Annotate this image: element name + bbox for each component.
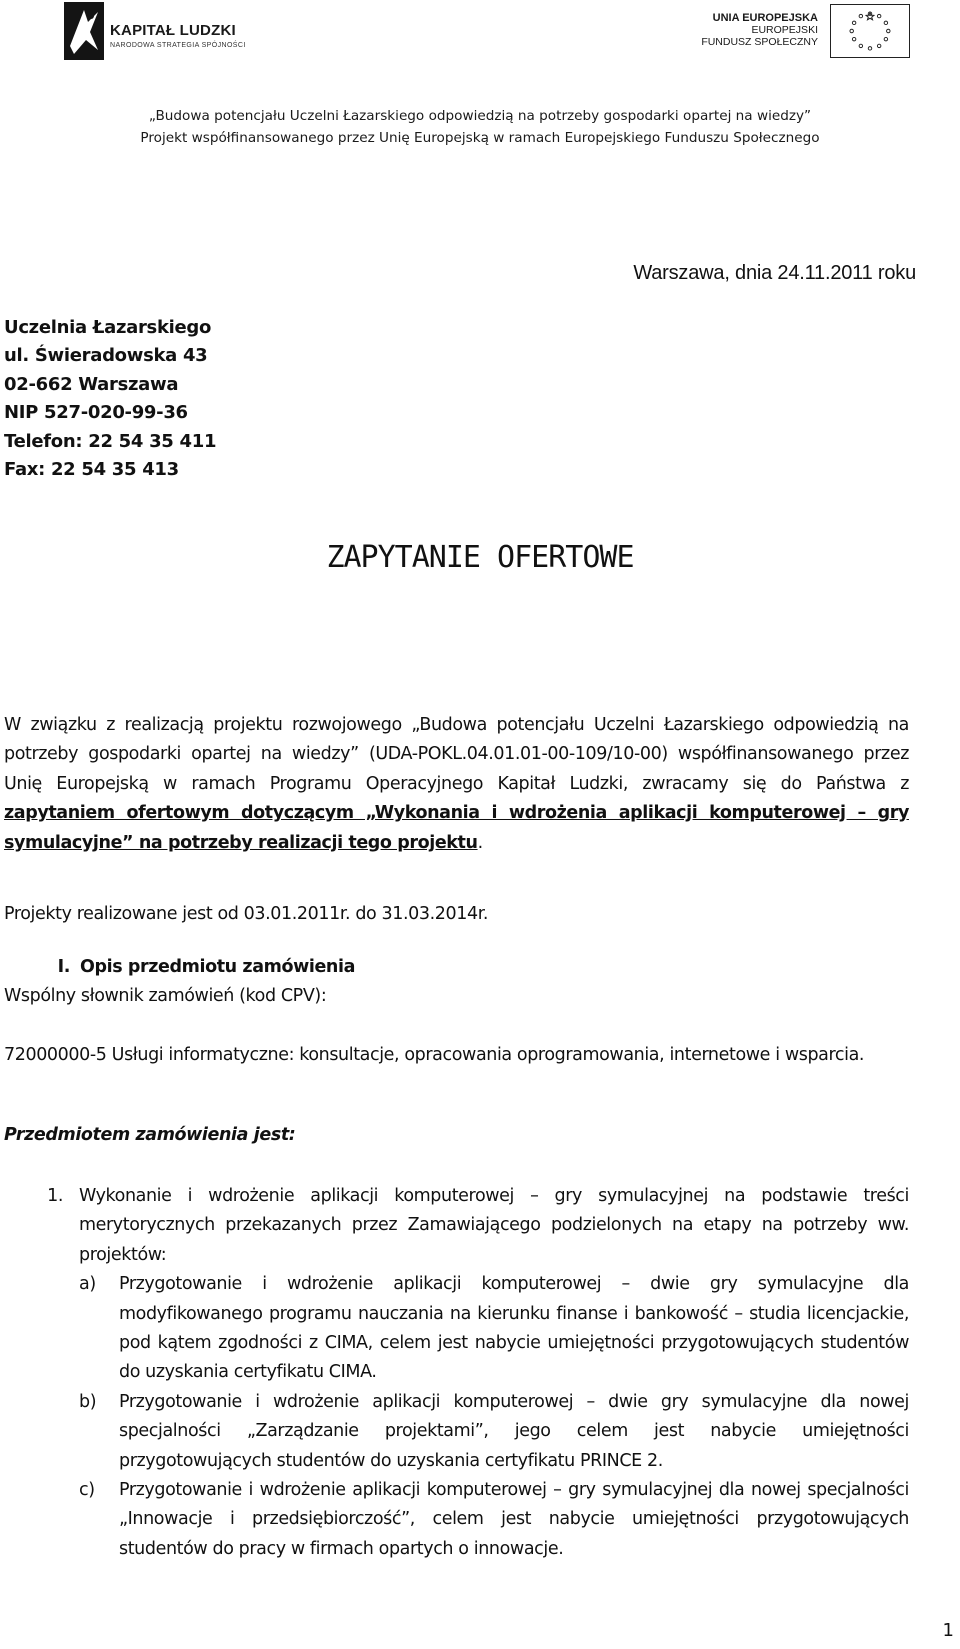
address-street: ul. Świeradowska 43 (4, 345, 208, 367)
document-date: Warszawa, dnia 24.11.2011 roku (633, 262, 916, 284)
intro-emphasis: zapytaniem ofertowym dotyczącym „Wykonania i wdrożenia aplikacji komputerowej – gry symulacyjne” na potrzeby realizacji tego projektu (4, 803, 909, 853)
sub-item-letter: a) (79, 1274, 96, 1295)
kapital-ludzki-subtitle: NARODOWA STRATEGIA SPÓJNOŚCI (110, 42, 246, 49)
sub-item-c (79, 1476, 909, 1564)
intro-paragraph (4, 711, 909, 858)
page-number: 1 (942, 1620, 954, 1641)
document-title: ZAPYTANIE OFERTOWE (326, 540, 634, 575)
eu-logo-text (701, 12, 818, 48)
section-1-number: I. (57, 957, 70, 977)
sub-item-a (79, 1270, 909, 1388)
subject-list (4, 1182, 909, 1564)
section-1-header (4, 953, 909, 1012)
sub-item-letter: c) (79, 1480, 95, 1501)
cpv-label: Wspólny słownik zamówień (kod CPV): (4, 986, 327, 1007)
address-name: Uczelnia Łazarskiego (4, 317, 212, 338)
eu-flag-icon (830, 4, 910, 58)
eu-logo-line2: EUROPEJSKI (751, 24, 818, 36)
project-header-line2: Projekt współfinansowanego przez Unię Europejską w ramach Europejskiego Funduszu Społecznego (140, 130, 820, 146)
intro-end: . (477, 832, 483, 853)
sub-item-letter: b) (79, 1391, 97, 1412)
address-nip: NIP 527-020-99-36 (4, 402, 188, 424)
project-period: Projekty realizowane jest od 03.01.2011r. do 31.03.2014r. (4, 904, 489, 924)
kapital-ludzki-name: KAPITAŁ LUDZKI (110, 22, 236, 39)
eu-logo-line3: FUNDUSZ SPOŁECZNY (701, 36, 818, 48)
project-header (0, 105, 960, 149)
section-1-title: Opis przedmiotu zamówienia (80, 957, 355, 977)
eu-logo (700, 4, 910, 60)
sub-item-text: Przygotowanie i wdrożenie aplikacji komputerowej – dwie gry symulacyjne dla nowej specjalności „Zarządzanie projektami”, jego celem jest nabycie umiejętności przygotowujących studentów do uzyskania certyfikatu PRINCE 2. (119, 1391, 909, 1471)
list-item-text: Wykonanie i wdrożenie aplikacji komputerowej – gry symulacyjnej na podstawie treści merytorycznych przekazanych przez Zamawiającego podzielonych na etapy na potrzeby ww. projektów: (79, 1186, 909, 1265)
subject-label: Przedmiotem zamówienia jest: (4, 1125, 296, 1145)
project-header-line1: „Budowa potencjału Uczelni Łazarskiego odpowiedzią na potrzeby gospodarki opartej na wiedzy” (148, 108, 812, 124)
kapital-ludzki-logo (64, 2, 254, 60)
cpv-code: 72000000-5 Usługi informatyczne: konsultacje, opracowania oprogramowania, internetowe i wsparcia. (4, 1045, 865, 1065)
list-item (4, 1182, 909, 1564)
list-item-number: 1. (47, 1186, 63, 1206)
address-fax: Fax: 22 54 35 413 (4, 459, 179, 481)
address-phone: Telefon: 22 54 35 411 (4, 430, 217, 452)
sub-item-b (79, 1388, 909, 1476)
list-item-body (79, 1182, 909, 1564)
sub-item-text: Przygotowanie i wdrożenie aplikacji komputerowej – dwie gry symulacyjne dla modyfikowanego programu nauczania na kierunku finanse i bankowość – studia licencjackie, pod kątem zgodności z CIMA, celem jest nabycie umiejętności przygotowujących studentów do uzyskania certyfikatu CIMA. (119, 1274, 909, 1383)
kapital-ludzki-emblem-icon (64, 2, 104, 60)
eu-logo-line1: UNIA EUROPEJSKA (712, 12, 818, 24)
sub-item-text: Przygotowanie i wdrożenie aplikacji komputerowej – gry symulacyjnej dla nowej specjalności „Innowacje i przedsiębiorczość”, celem jest nabycie umiejętności przygotowujących studentów do pracy w firmach opartych o innowacje. (119, 1480, 909, 1559)
address-city: 02-662 Warszawa (4, 373, 179, 395)
sender-address (4, 314, 216, 484)
intro-text: W związku z realizacją projektu rozwojowego „Budowa potencjału Uczelni Łazarskiego odpowiedzią na potrzeby gospodarki opartej na wiedzy” (UDA-POKL.04.01.01-00-109/10-00) współfinansowanego przez Unię Europejską w ramach Programu Operacyjnego Kapitał Ludzki, zwracamy się do Państwa z (4, 715, 909, 794)
